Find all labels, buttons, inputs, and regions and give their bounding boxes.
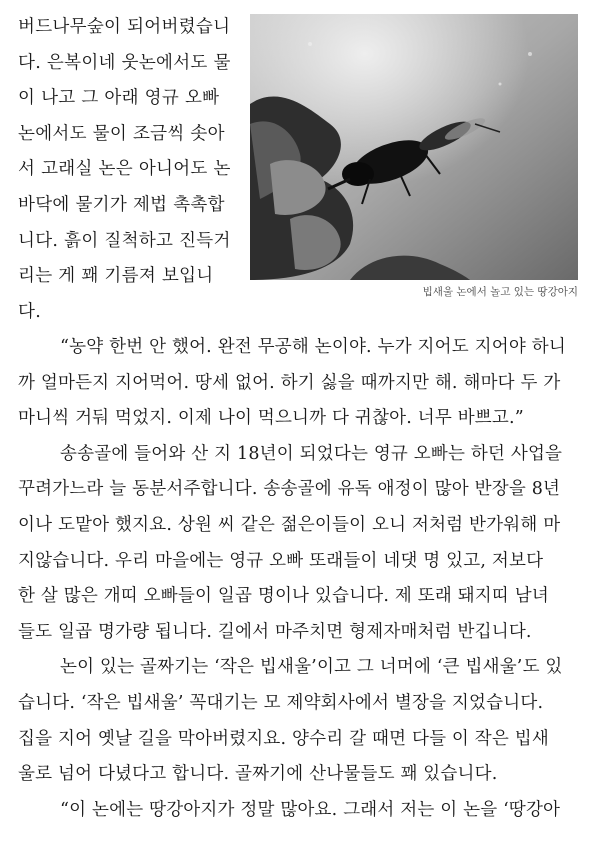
text-line: 한 살 많은 개띠 오빠들이 일곱 명이나 있습니다. 제 또래 돼지띠 남녀 xyxy=(18,586,549,607)
text-line: 마니씩 거둬 먹었지. 이제 나이 먹으니까 다 귀찮아. 너무 바쁘고.” xyxy=(18,408,524,429)
text-line: 습니다. ‘작은 빕새울’ 꼭대기는 모 제약회사에서 별장을 지었습니다. xyxy=(18,692,544,713)
text-line: 집을 지어 옛날 길을 막아버렸지요. 양수리 갈 때면 다들 이 작은 빕새 xyxy=(18,728,549,749)
body-text xyxy=(18,330,584,828)
text-line: 리는 게 꽤 기름져 보입니 xyxy=(18,266,214,287)
text-line: 바닥에 물기가 제법 촉촉합 xyxy=(18,194,225,215)
text-line: 다. xyxy=(18,301,42,322)
text-line: 논에서도 물이 조금씩 솟아 xyxy=(18,123,225,144)
text-line: 울로 넘어 다녔다고 합니다. 골짜기에 산나물들도 꽤 있습니다. xyxy=(18,764,498,785)
left-text-column xyxy=(18,10,238,330)
text-line: 이나 도맡아 했지요. 상원 씨 같은 젊은이들이 오니 저처럼 반가워해 마 xyxy=(18,514,561,535)
text-line: 니다. 흙이 질척하고 진득거 xyxy=(18,230,231,251)
text-line: 꾸려가느라 늘 동분서주합니다. 송송골에 유독 애정이 많아 반장을 8년 xyxy=(18,479,561,500)
text-line: 논이 있는 골짜기는 ‘작은 빕새울’이고 그 너머에 ‘큰 빕새울’도 있 xyxy=(60,657,563,678)
text-line: 들도 일곱 명가량 됩니다. 길에서 마주치면 형제자매처럼 반깁니다. xyxy=(18,621,532,642)
text-line: 까 얼마든지 지어먹어. 땅세 없어. 하기 싫을 때까지만 해. 해마다 두 가 xyxy=(18,372,561,393)
text-line: “이 논에는 땅강아지가 정말 많아요. 그래서 저는 이 논을 ‘땅강아 xyxy=(60,799,561,820)
photo-caption: 빕새울 논에서 놀고 있는 땅강아지 xyxy=(422,286,578,298)
text-line: 다. 은복이네 웃논에서도 물 xyxy=(18,52,231,73)
photo-illustration xyxy=(250,14,578,280)
text-line: 지않습니다. 우리 마을에는 영규 오빠 또래들이 네댓 명 있고, 저보다 xyxy=(18,550,544,571)
text-line: 서 고래실 논은 아니어도 논 xyxy=(18,159,231,180)
text-line: 버드나무숲이 되어버렸습니 xyxy=(18,17,231,37)
text-line: “농약 한번 안 했어. 완전 무공해 논이야. 누가 지어도 지어야 하니 xyxy=(60,337,566,357)
text-line: 송송골에 들어와 산 지 18년이 되었다는 영규 오빠는 하던 사업을 xyxy=(60,443,563,464)
text-line: 이 나고 그 아래 영규 오빠 xyxy=(18,88,220,109)
mole-cricket-photo xyxy=(250,14,578,280)
